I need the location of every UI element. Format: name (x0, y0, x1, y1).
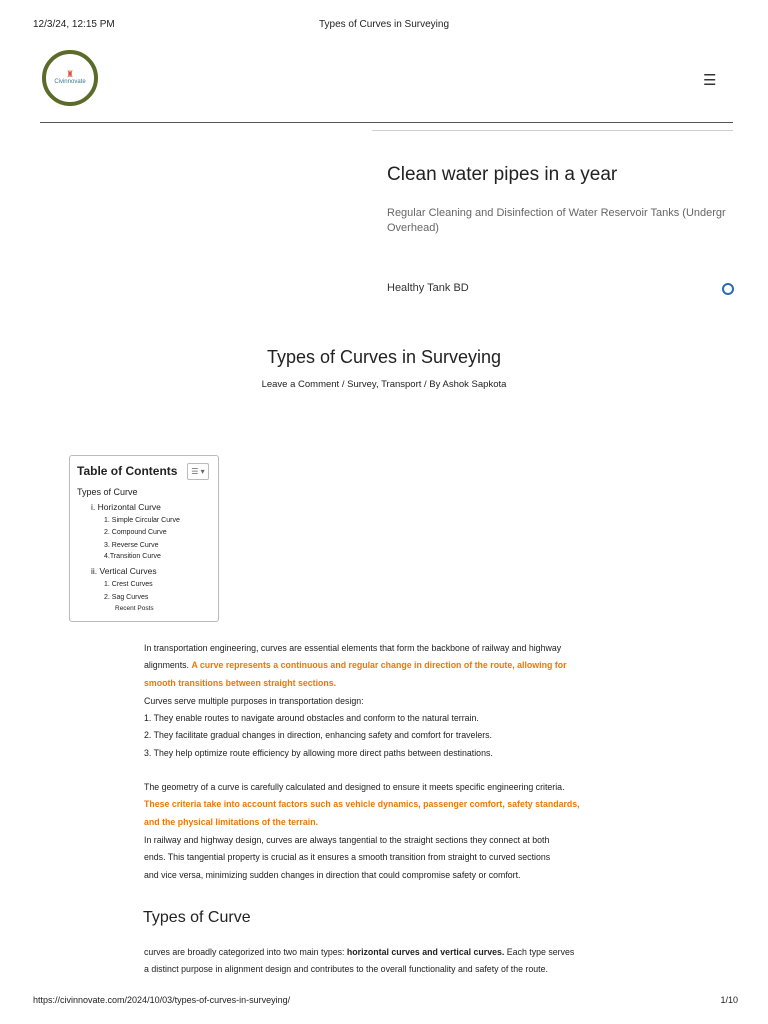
paragraph-4-line-1: In railway and highway design, curves are always tangential to the straight sections they connect at both (144, 835, 550, 845)
paragraph-1-text: alignments. (144, 660, 192, 670)
toc-item-simple-circular-curve[interactable]: 1. Simple Circular Curve (104, 517, 180, 524)
ad-description-line-2: Overhead) (387, 222, 439, 234)
logo-text: Civinnovate (54, 79, 86, 85)
print-url: https://civinnovate.com/2024/10/03/types-of-curves-in-surveying/ (33, 995, 291, 1005)
table-of-contents (69, 455, 219, 622)
logo-emblem-icon: ♜ (65, 69, 75, 79)
paragraph-1-line-3: smooth transitions between straight sections. (144, 678, 337, 688)
paragraph-3-line-2: These criteria take into account factors such as vehicle dynamics, passenger comfort, safety standards, (144, 799, 580, 809)
toc-item-reverse-curve[interactable]: 3. Reverse Curve (104, 542, 159, 549)
ad-title[interactable]: Clean water pipes in a year (387, 164, 618, 185)
highlighted-text: A curve represents a continuous and regular change in direction of the route, allowing for (191, 660, 567, 670)
toc-item-crest-curves[interactable]: 1. Crest Curves (104, 581, 153, 588)
paragraph-4-line-3: and vice versa, minimizing sudden changes in direction that could compromise safety or comfort. (144, 870, 521, 880)
toc-item-vertical-curves[interactable]: ii. Vertical Curves (91, 566, 157, 576)
paragraph-5-line-1 (144, 944, 574, 962)
paragraph-5-text: curves are broadly categorized into two main types: (144, 947, 347, 957)
list-item: 2. They facilitate gradual changes in direction, enhancing safety and comfort for travelers. (144, 730, 492, 740)
bold-text: horizontal curves and vertical curves. (346, 947, 505, 957)
list-item: 1. They enable routes to navigate around obstacles and conform to the natural terrain. (144, 713, 479, 723)
page-indicator: 1/10 (720, 995, 738, 1005)
toc-item-compound-curve[interactable]: 2. Compound Curve (104, 529, 167, 536)
toc-item-types-of-curve[interactable]: Types of Curve (77, 487, 138, 497)
paragraph-5-tail: Each type serves (504, 947, 575, 957)
print-doc-title: Types of Curves in Surveying (318, 19, 450, 30)
ad-description (387, 206, 733, 236)
ad-divider (372, 130, 733, 131)
article-title: Types of Curves in Surveying (266, 347, 502, 367)
paragraph-5-line-2: a distinct purpose in alignment design and contributes to the overall functionality and safety of the route. (144, 964, 548, 974)
toc-toggle-button[interactable]: ☰ ▾ (187, 463, 209, 480)
print-datetime: 12/3/24, 12:15 PM (33, 19, 115, 30)
toc-item-transition-curve[interactable]: 4.Transition Curve (104, 553, 161, 560)
section-heading-types-of-curve: Types of Curve (143, 909, 251, 926)
paragraph-1-line-1: In transportation engineering, curves are essential elements that form the backbone of railway and highway (144, 643, 562, 653)
toc-item-sag-curves[interactable]: 2. Sag Curves (104, 594, 149, 601)
hamburger-menu-icon[interactable]: ☰ (703, 72, 717, 89)
article-meta: Leave a Comment / Survey, Transport / By Ashok Sapkota (261, 379, 507, 390)
site-logo[interactable] (42, 50, 98, 106)
toc-heading: Table of Contents (77, 464, 178, 478)
paragraph-4-line-2: ends. This tangential property is crucial as it ensures a smooth transition from straight to curved sections (144, 852, 551, 862)
paragraph-1-line-2 (144, 657, 567, 675)
toc-item-horizontal-curve[interactable]: i. Horizontal Curve (91, 502, 161, 512)
ad-description-line-1: Regular Cleaning and Disinfection of Water Reservoir Tanks (Undergr (387, 207, 726, 219)
list-item: 3. They help optimize route efficiency by allowing more direct paths between destinations. (144, 748, 493, 758)
ad-brand[interactable]: Healthy Tank BD (387, 282, 469, 294)
header-divider (40, 122, 733, 123)
toc-item-recent-posts[interactable]: Recent Posts (115, 605, 154, 612)
paragraph-2: Curves serve multiple purposes in transportation design: (144, 696, 364, 706)
paragraph-3-line-1: The geometry of a curve is carefully calculated and designed to ensure it meets specific engineering criteria. (144, 782, 565, 792)
paragraph-3-line-3: and the physical limitations of the terrain. (144, 817, 319, 827)
ad-open-circle-icon[interactable] (722, 283, 734, 295)
